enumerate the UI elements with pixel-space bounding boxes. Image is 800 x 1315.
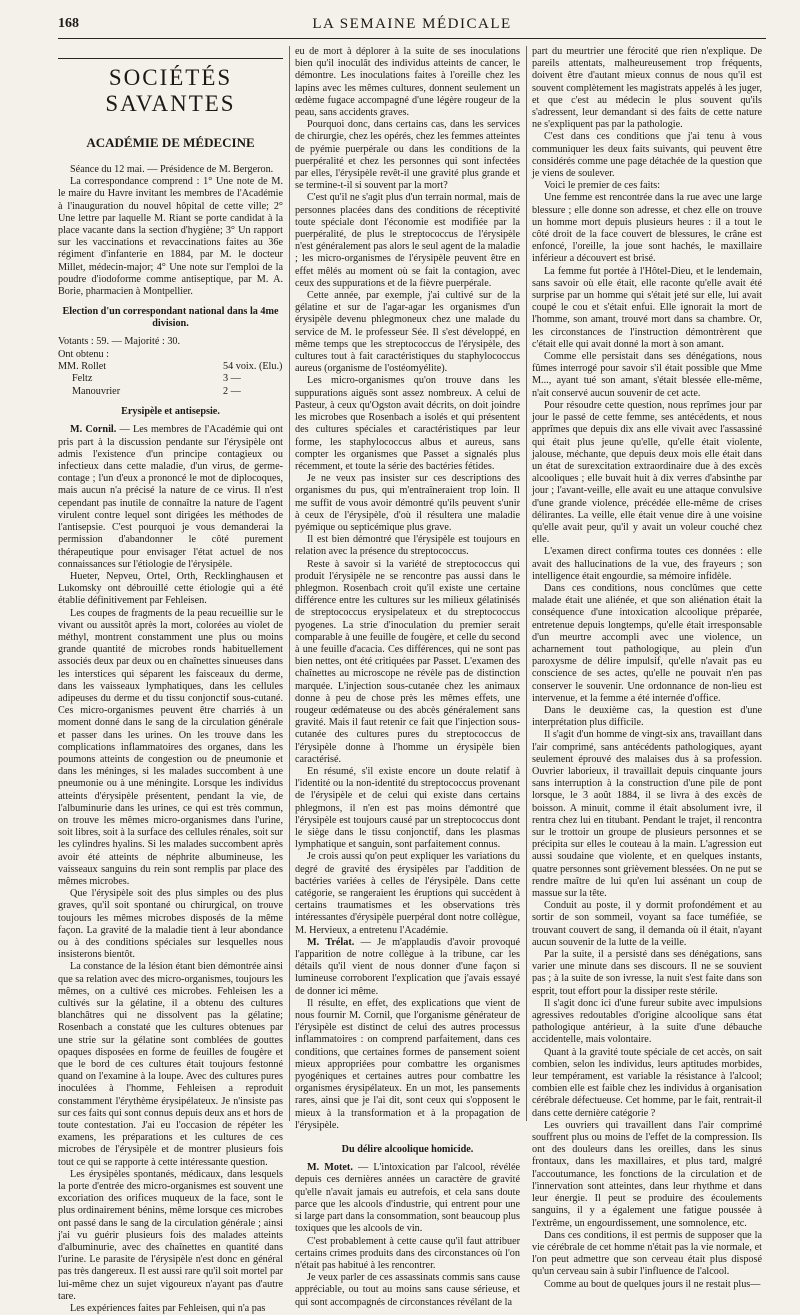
paragraph: Les micro-organismes qu'on trouve dans les suppurations aiguës sont assez nombreux. A celui de Pasteur, à ceux qu'Ogston avait décrits, on doit joindre les microbes que Rosenbach a isolés et qui présentent des cultures spéciales et caractéristiques par leur forme, les staphylococcus albus et aureus, sans compter les organismes que Passet a signalés plus récemment, et toute la série des bactéries fétides. (295, 375, 520, 472)
candidate-name: Feltz (72, 373, 93, 385)
paragraph: Je ne veux pas insister sur ces descriptions des organismes du pus, qui m'entraîneraient trop loin. Il me suffit de vous avoir démontré qu'ils peuvent s'unir à ceux de l'érysipèle, d'où il résultera une maladie pyémique ou septicémique plus grave. (295, 473, 520, 533)
paragraph: C'est qu'il ne s'agit plus d'un terrain normal, mais de personnes placées dans des conditions de réceptivité toute spéciale dont l'économie est modifiée par la puerpéralité, de plus le streptococcus de l'érysipèle n'est généralement pas alors le seul agent de la maladie ; les micro-organismes de l'érysipèle peuvent être en effet mêlés au moment où se fait la contagion, avec ceux des suppurations et de la fièvre puerpérale. (295, 192, 520, 289)
speaker: M. Motet. (307, 1162, 353, 1174)
paragraph: Conduit au poste, il y dormit profondément et au sortir de son sommeil, voyant sa face tuméfiée, se trouvant couvert de sang, il demanda où il était, n'ayant aucun souvenir de la lutte de la veille. (532, 900, 762, 948)
paragraph-text: — Les membres de l'Académie qui ont pris part à la discussion pendante sur l'érysipèle ont admis l'existence d'un principe contagieux ou infectieux dans cette maladie, d'un virus, de germe-contage ; l'un d'eux a prononcé le mot de diplocoques, mais aucun n'a précisé la nature de ce virus. Il n'est cependant pas inutile de connaître la nature de l'agent virulent contre lequel sont dirigées les méthodes de l'antisepsie. C'est pourquoi je vous demanderai la permission d'abandonner le côté purement thérapeutique pour envisager l'état actuel de nos connaissances sur l'étiologie de l'érysipèle. (58, 424, 283, 570)
column-rule (289, 46, 290, 1121)
paragraph: eu de mort à déplorer à la suite de ses inoculations bien qu'il inoculât des individus atteints de cancer, le démontre. Les inoculations faites à l'oreille chez les lapins avec les mêmes cultures, donnent seulement un œdème fugace accompagné d'une légère rougeur de la peau, sans accidents graves. (295, 46, 520, 119)
column-rule (526, 46, 527, 1121)
speaker: M. Trélat. (307, 936, 355, 948)
vote-summary: Votants : 59. — Majorité : 30. (58, 336, 181, 348)
paragraph: Une femme est rencontrée dans la rue avec une large blessure ; elle donne son adresse, et chez elle on trouve un homme mort depuis plusieurs heures : il a tout le côté droit de la face couvert de blessures, le crâne est enfoncé, l'oreille, la joue sont hachés, le maxillaire inférieur a découvert est brisé. (532, 192, 762, 265)
paragraph: L'examen direct confirma toutes ces données : elle avait des hallucinations de la vue, des frayeurs ; son intelligence était engourdie, sa mémoire infidèle. (532, 546, 762, 582)
column-2 (295, 46, 520, 1308)
candidate-name: MM. Rollet (58, 361, 107, 373)
vote-heading-text: Ont obtenu : (58, 348, 109, 360)
paragraph: Cette année, par exemple, j'ai cultivé sur de la gélatine et sur de l'agar-agar les organismes d'un érysipèle devenu phlegmoneux chez une malade du service de M. le professeur Sée. Il s'est développé, en même temps que les streptococcus de l'érysipèle, des cultures tout à fait caractéristiques du staphylococcus aureus (organisme de l'ostéomyélite). (295, 290, 520, 375)
paragraph: Hueter, Nepveu, Ortel, Orth, Recklinghausen et Lukomsky ont débrouillé cette étiologie qui a été établie définitivement par Fehleisen. (58, 570, 283, 607)
paragraph: Que l'érysipèle soit des plus simples ou des plus graves, qu'il soit spontané ou chirurgical, on trouve toujours les mêmes microbes disposés de la même façon. La gravité de la maladie tient à leur abondance ou à des conditions spéciales sur lesquelles nous insisterons bientôt. (58, 888, 283, 961)
paragraph: La constance de la lésion étant bien démontrée ainsi que sa relation avec des micro-organismes, toujours les mêmes, on a cultivé ces microbes. Fehleisen les a cultivés sur la gélatine, il a obtenu des cultures blanchâtres qui ne dissolvent pas la gélatine; Rosenbach a constaté que les cultures obtenues par une strie sur la gélatine sont comblées de gouttes opaques disposées en forme de feuilles de fougère et que le bord de ces cultures était toujours festonné quand on l'examine à la loupe. Avec des cultures pures inoculées à l'homme, Fehleisen a reproduit constamment l'érythème érysipélateux. Je n'insiste pas sur ces faits qui sont connus depuis deux ans et hors de toute contestation. J'ai eu l'occasion de répéter les examens, les préparations et les cultures de ces microbes de l'érysipèle et de montrer plusieurs fois tout ce qui se rapporte à cette intéressante question. (58, 961, 284, 1168)
paragraph: Pourquoi donc, dans certains cas, dans les services de chirurgie, chez les opérés, chez les femmes atteintes de pyémie puerpérale ou dans les conditions de la puerpéralité et chez les personnes qui sont infectées par elles, l'érysipèle revêt-il une gravité plus grande et se termine-t-il si souvent par la mort? (295, 119, 520, 192)
paragraph: Par la suite, il a persisté dans ses dénégations, sans varier une minute dans ses discours. Il ne se souvient pas ; à la suite de son ivresse, la nuit s'est faite dans son esprit, tout effort pour la dissiper reste stérile. (532, 949, 762, 997)
paragraph (295, 1162, 520, 1235)
candidate-name: Manouvrier (72, 385, 121, 397)
paragraph: Reste à savoir si la variété de streptococcus qui produit l'érysipèle ne se rencontre pas aussi dans le phlegmon. Rosenbach croit qu'il existe une certaine différence entre les cultures sur les milieux gélatinisés de streptococcus erysipelateux et du streptococcus pyogenes. La strie d'inoculation du premier serait comparable à une feuille de fougère, et celle du second à une feuille d'acacia. Ces différences, qui ne sont pas bien nettes, ont été critiquées par Passet. L'examen des chaînettes au microscope ne révèle pas de distinction marquée. L'injection sous-cutanée chez les animaux donne à peu de chose près les mêmes effets, une rougeur œdémateuse ou des abcès généralement sans gravité. Mais il faut retenir ce fait que l'injection sous-cutanée des cultures pures du streptococcus de l'érysipèle donne à l'homme un érysipèle bien caractérisé. (295, 558, 520, 765)
column-3 (532, 46, 762, 1290)
paragraph: Je crois aussi qu'on peut expliquer les variations du degré de gravité des érysipèles par l'addition de bactéries variées à celles de l'érysipèle. Dans cette catégorie, se rangeraient les éruptions qui succèdent à certains traumatismes et les observations très intéressantes d'érysipèle puerpéral dont notre collègue, M. Hervieux, a entretenu l'Académie. (295, 851, 520, 936)
speaker: M. Cornil. (70, 424, 117, 436)
journal-title: LA SEMAINE MÉDICALE (312, 16, 512, 32)
paragraph: part du meurtrier une férocité que rien n'explique. De pareils attentats, malheureusement trop fréquents, doivent être d'autant mieux connus de nous qu'il est souvent complètement les magistrats appelés à les juger, et que c'est au médecin le plus souvent qu'ils s'adressent, leur demandant si des faits de cette nature ne s'expliquent pas par la pathologie. (532, 46, 762, 131)
page-number: 168 (58, 16, 79, 31)
vote-row (58, 386, 283, 398)
paragraph: Dans le deuxième cas, la question est d'une interprétation plus difficile. (532, 704, 762, 729)
paragraph: En résumé, s'il existe encore un doute relatif à l'identité ou la non-identité du streptococcus provenant de l'érysipèle et de celui qui existe dans certains phlegmons, il n'en est pas moins démontré que l'érysipèle est toujours causé par un streptococcus dont le siège dans le tissu conjonctif, dans les plasmas lymphatique et sanguin, sont parfaitement connus. (295, 765, 520, 851)
vote-count: 3 — (223, 373, 241, 385)
academy-title: ACADÉMIE DE MÉDECINE (86, 135, 255, 150)
paragraph: Il est bien démontré que l'érysipèle est toujours en relation avec la présence du streptococcus. (295, 534, 520, 558)
paragraph: Les coupes de fragments de la peau recueillie sur le vivant ou aussitôt après la mort, colorées au violet de méthyl, montrent constamment une plus ou moins grande quantité de microbes ronds habituellement associés deux par deux ou en chaînettes sinueuses dans les interstices qui séparent les faisceaux du derme, dans les vaisseaux lymphatiques, dans les cellules adipeuses du derme et du tissu conjonctif sous-cutané. Ces micro-organismes peuvent être charriés à un moment donné dans le sang de la circulation générale et passer dans les urines. On les trouve dans les complications inflammatoires des organes, dans les poumons atteints de congestion ou de pneumonie et dans les méninges, si les malades succombent à une pneumonie ou à une méningite. Lorsque les individus atteints d'érysipèle présentent, pendant la vie, de l'albuminurie dans les urines, ce qui est très commun, on trouve les mêmes micro-organismes dans l'urine, soit libres, soit à la surface des cellules rénales, soit sur les cylindres hyalins. Si les malades succombent après avoir été atteints de néphrite albumineuse, les vaisseaux sanguins du rein sont remplis par place des mêmes microbes. (58, 607, 283, 887)
paragraph: Les ouvriers qui travaillent dans l'air comprimé souffrent plus ou moins de l'effet de la compression. Ils ont des douleurs dans les oreilles, dans les sinus frontaux, dans les maxillaires, et plus tard, malgré l'accoutumance, les fonctions de la circulation et de l'innervation sont atteintes, dans leur rhythme et dans leur énergie. Il peut se produire des écoulements sanguins, il y a également une fatigue poussée à l'extrême, un engourdissement, une somnolence, etc. (532, 1119, 762, 1229)
vote-row (58, 361, 283, 373)
paragraph: Dans ces conditions, il est permis de supposer que la vie cérébrale de cet homme n'était pas la vie normale, et l'on peut admettre que son cerveau était plus disposé qu'un cerveau sain à subir l'influence de l'alcool. (532, 1229, 762, 1278)
paragraph: Quant à la gravité toute spéciale de cet accès, on sait combien, selon les individus, leurs aptitudes morbides, leur tempérament, est variable la résistance à l'alcool; combien elle est faible chez les individus à organisation cérébrale défectueuse. Cet homme, par le fait, rentrait-il dans cette dernière catégorie ? (532, 1046, 762, 1119)
paragraph: Comme au bout de quelques jours il ne restait plus— (544, 1278, 761, 1290)
paragraph (295, 937, 520, 998)
paragraph-text: — Je m'applaudis d'avoir provoqué l'apparition de notre collègue à la tribune, car les détails qu'il vient de nous donner d'une façon si lumineuse corroborent l'explication que j'avais essayé de donner ici même. (295, 936, 520, 997)
paragraph: Comme elle persistait dans ses dénégations, nous fûmes interrogé pour savoir s'il était possible que Mme M..., ayant tué son amant, s'était blessée elle-même, n'ait conservé aucun souvenir de cet acte. (532, 351, 762, 399)
paragraph: Dans ces conditions, nous conclûmes que cette malade était une aliénée, et que son aliénation était la conséquence d'une intoxication alcoolique préparée, entretenue depuis longtemps, qu'elle était irresponsable d'un meurtre accompli avec une violence, un acharnement tout pathologique, au plein d'un paroxysme de délire impulsif, qu'elle n'avait pas eu conscience de ses actes, qu'elle ne pouvait n'en pas conserver le souvenir. Une ordonnance de non-lieu est intervenue, et la femme a été internée d'office. (532, 582, 762, 704)
vote-table (58, 336, 283, 398)
paragraph: La femme fut portée à l'Hôtel-Dieu, et le lendemain, sans savoir où elle était, elle raconte qu'elle avait été surprise par un homme qui s'était jeté sur elle, lui avait coupé le cou et s'était enfui. Elle ignorait la mort de l'homme, son amant, trouvé mort dans sa chambre. Or, les circonstances de l'instruction démontrèrent que c'était elle qui avait donné la mort à son amant. (532, 265, 762, 350)
section-title: SOCIÉTÉS SAVANTES (58, 58, 283, 117)
paragraph: Les érysipèles spontanés, médicaux, dans lesquels la porte d'entrée des micro-organismes est souvent une excoriation des orifices muqueux de la face, sont le plus ordinairement bénins, même lorsque ces microbes ont passé dans le sang de la circulation générale ; ainsi j'ai vu guérir plusieurs fois des malades atteints d'albuminurie, avec des chaînettes en quantité dans l'urine. Le parasite de l'érysipèle n'est donc en général pas très dangereux. Il est aussi rare qu'il soit mortel par lui-même chez un sujet vigoureux n'ayant pas d'autre tare. (58, 1168, 283, 1302)
paragraph: C'est dans ces conditions que j'ai tenu à vous communiquer les deux faits suivants, qui peuvent être considérés comme une page détachée de la question que je viens de soulever. (532, 131, 762, 180)
paragraph: Les expériences faites par Fehleisen, qui n'a pas (70, 1303, 266, 1315)
paragraph: Il s'agit d'un homme de vingt-six ans, travaillant dans l'air comprimé, sans antécédents pathologiques, ayant seulement éprouvé des malaises dus à sa profession. Ouvrier laborieux, il travaillait depuis cinquante jours sans interruption à la construction d'une pile de pont lorsque, le 3 août 1884, il se livra à des excès de boisson. A minuit, comme il était absolument ivre, il rentra chez lui en titubant. Pendant le trajet, il rencontra sur le trottoir un groupe de plusieurs personnes et se précipita sur elles le couteau à la main. L'agression eut aussi soudaine que violente, et en quelques instants, quatre personnes sont grièvement blessées. On ne put se rendre maître de lui qu'en lui assénant un coup de massue sur la tête. (532, 729, 762, 900)
vote-count: 2 — (223, 385, 241, 397)
paragraph: Il s'agit donc ici d'une fureur subite avec impulsions agressives redoutables d'origine alcoolique sans état pathologique antérieur, à la suite d'une débauche accidentelle, mais volontaire. (532, 997, 762, 1046)
paragraph: La correspondance comprend : 1° Une note de M. le maire du Havre invitant les membres de l'Académie à l'inauguration du nouvel hôpital de cette ville; 2° Une lettre par laquelle M. Riant se porte candidat à la place vacante dans la section d'hygiène; 3° Un rapport sur les vaccinations et revaccinations faites au 36e régiment d'infanterie en 1884, par M. le docteur Millet, médecin-major; 4° Une note sur l'emploi de la poudre d'iodoforme comme antiseptique, par M. A. Borie, pharmacien à Montpellier. (58, 176, 283, 298)
subheading: Election d'un correspondant national dans la 4me division. (62, 306, 279, 330)
paragraph: Voici le premier de ces faits: (544, 180, 661, 192)
column-1 (58, 46, 284, 1315)
subheading: Erysipèle et antisepsie. (121, 406, 220, 418)
paragraph (58, 424, 283, 570)
session-line: Séance du 12 mai. — Présidence de M. Bergeron. (70, 164, 274, 175)
paragraph: Pour résoudre cette question, nous reprîmes jour par jour le passé de cette femme, ses antécédents, et nous apprîmes que depuis dix ans elle vivait avec l'assassiné qui était plus jeune qu'elle, qu'elle était violente, jalouse, méchante, que depuis deux mois elle était dans un état de surexcitation extraordinaire due à des excès alcooliques ; elle buvait huit à dix verres d'absinthe par jour ; l'avant-veille, elle avait eu une attaque convulsive d'une grande violence, précédée elle-même de crises délirantes. La veille, elle était venue dire à une voisine qu'elle avait peur, qu'il y avait un voleur couché chez elle. (532, 399, 762, 546)
paragraph: Il résulte, en effet, des explications que vient de nous fournir M. Cornil, que l'organisme générateur de l'érysipèle est distinct de celui des autres processus inflammatoires : on comprend parfaitement, dans ces conditions, que certaines formes de pansement soient mieux appropriées pour combattre les organismes pyogéniques et certaines autres pour combattre les organismes érysipélateux. En un mot, les pansements rares, ainsi que je l'ai dit, sont ceux qui s'opposent le mieux à la transformation et à la propagation de l'érysipèle. (295, 997, 520, 1131)
subheading: Du délire alcoolique homicide. (341, 1144, 474, 1156)
paragraph-text: — L'intoxication par l'alcool, révélée depuis ces dernières années un caractère de gravité qu'elle n'avait jamais eu autrefois, et cela sans doute parce que les alcools d'industrie, qui entrent pour une si large part dans la consommation, sont beaucoup plus toxiques que les alcools de vin. (295, 1162, 520, 1235)
running-head (58, 12, 766, 39)
paragraph: Je veux parler de ces assassinats commis sans cause appréciable, ou tout au moins sans cause sérieuse, et qui sont accompagnés de circonstances révélant de la (295, 1272, 520, 1308)
vote-count: 54 voix. (Elu.) (223, 361, 283, 373)
vote-heading (58, 349, 283, 361)
vote-row (58, 373, 283, 385)
paragraph: C'est probablement à cette cause qu'il faut attribuer certains crimes produits dans des circonstances où l'on n'était pas habitué à les rencontrer. (295, 1235, 520, 1271)
